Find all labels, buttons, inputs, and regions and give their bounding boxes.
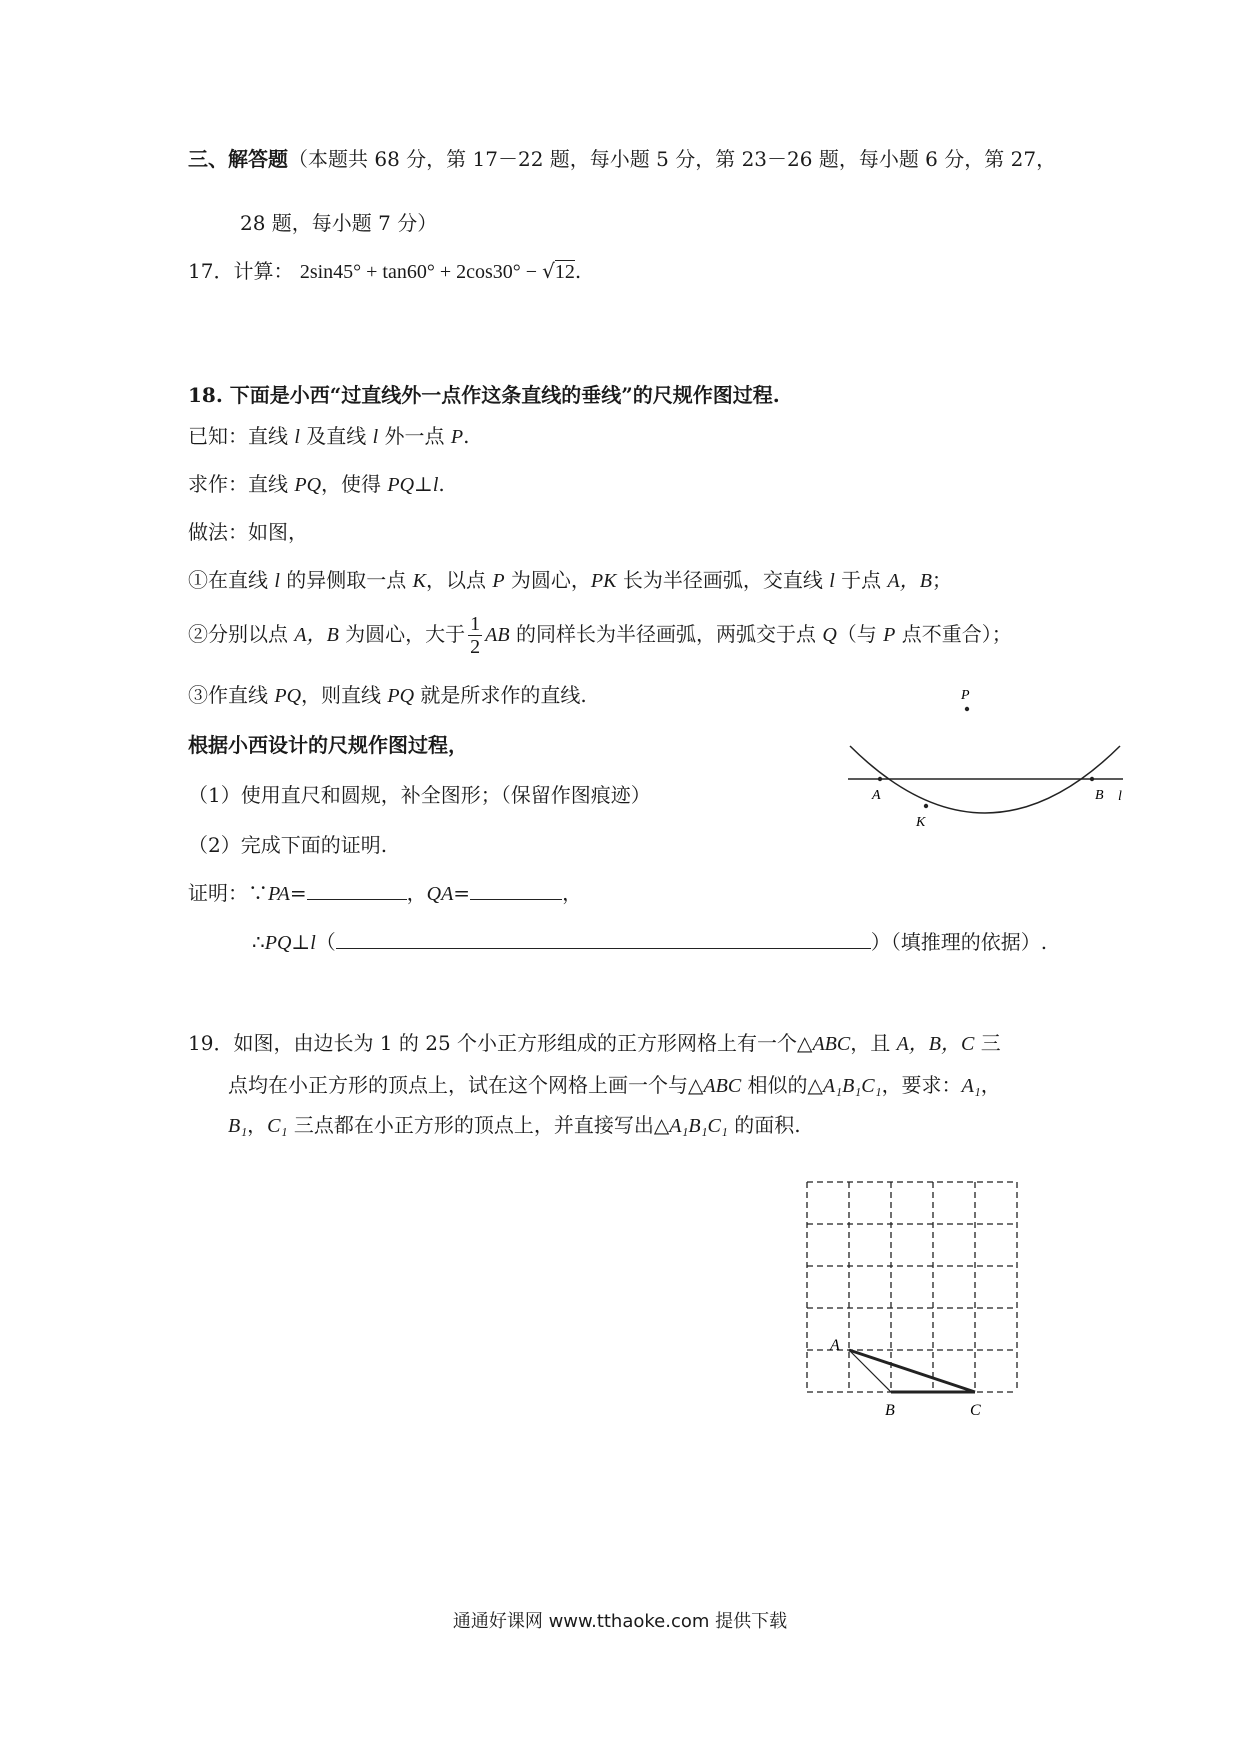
label-c: C [970,1402,981,1419]
question-17 [188,258,581,285]
q18-find-var: PQ [294,474,322,496]
q18-known-text: . [463,424,470,448]
q18-known-label: 已知： [188,424,248,448]
q19-text: ，且 [850,1031,897,1055]
q19-text: ，要求： [881,1073,962,1097]
q18-find-text: . [438,472,445,496]
page-footer: 通通好课网 www.tthaoke.com 提供下载 [452,1611,788,1632]
q18-step1-var: A，B [887,570,932,592]
q18-known [188,423,470,450]
q18-find-var: PQ⊥l [387,474,439,496]
q18-known-var: l [372,426,379,448]
point-k [924,804,928,808]
q18-step2-text: 点不重合）； [895,622,1012,646]
q18-step1-var: P [492,570,505,592]
proof-paren: （ [315,930,336,954]
square-grid [807,1182,1017,1392]
label-l: l [1118,789,1122,804]
q18-step1-text: 长为半径画弧，交直线 [616,568,830,592]
q18-known-var: l [294,426,300,448]
q18-step3-text: ，则直线 [301,683,388,707]
q18-known-text: 外一点 [378,424,451,448]
fraction-one-half [468,613,482,658]
proof-eq: = [453,881,471,905]
proof-label: 证明： [188,881,248,905]
q17-prompt: 计算： [233,259,294,283]
q18-step1-var: l [274,570,280,592]
q18-task-2: （2）完成下面的证明. [188,833,388,857]
q18-step1-text: 的异侧取一点 [279,568,413,592]
q18-find-text: 直线 [248,472,295,496]
q19-var: ABC [703,1075,742,1097]
q18-construction-figure [840,680,1130,840]
q18-step-3 [188,682,587,709]
section-note-1: （本题共 68 分，第 17－22 题，每小题 5 分，第 23－26 题，每小题 6 分，第 27， [288,147,1057,171]
q18-step1-var: K [412,570,426,592]
q18-step1-text: ①在直线 [188,568,275,592]
q18-proof-line-1 [188,880,582,907]
q18-header: 18. 下面是小西“过直线外一点作这条直线的垂线”的尺规作图过程. [188,383,780,407]
q19-line-2 [228,1072,1001,1099]
q18-find [188,471,445,498]
q18-known-text: 直线 [248,424,295,448]
proof-var: PA [268,883,290,905]
answer-blank-qa[interactable] [470,881,562,900]
q18-step1-text: 于点 [834,568,888,592]
q19-var: ABC [812,1033,851,1055]
q18-step-1 [188,567,952,594]
proof-end: ， [562,881,583,905]
q19-var: C₁ [267,1115,288,1137]
proof-var: QA [426,883,454,905]
q18-step3-text: 就是所求作的直线. [414,683,587,707]
q19-grid-figure [790,1160,1030,1420]
q18-find-text: ，使得 [321,472,388,496]
q19-var: A₁ [961,1075,981,1097]
label-b: B [885,1402,895,1419]
q19-text: 三点都在小正方形的顶点上，并直接写出△ [287,1113,670,1137]
section-note-2: 28 题，每小题 7 分） [240,211,438,235]
q18-find-label: 求作： [188,472,248,496]
q17-expression: 2sin45° + tan60° + 2cos30° − [299,261,543,283]
q19-text: 的面积. [727,1113,801,1137]
q18-step1-var: l [829,570,835,592]
point-b [1090,777,1094,781]
q17-number: 17． [188,259,234,283]
q18-step3-var: PQ [274,685,302,707]
q19-var: A₁B₁C₁ [822,1075,882,1097]
q18-proof-line-2 [252,929,1047,956]
label-a: A [872,788,881,803]
point-p [965,707,969,711]
fraction-numerator: 1 [470,613,481,635]
answer-blank-reason[interactable] [336,930,871,949]
because-symbol: ∵ [248,881,268,905]
proof-paren: ）（填推理的依据）. [870,930,1048,954]
section-heading [188,146,1056,172]
q18-known-text: 及直线 [299,424,373,448]
q19-text: ， [247,1113,268,1137]
point-a [878,777,882,781]
q18-task-1: （1）使用直尺和圆规，补全图形；（保留作图痕迹） [188,783,651,807]
q18-step1-text: 为圆心， [504,568,591,592]
q19-var: B₁ [228,1115,248,1137]
therefore-symbol: ∴ [252,930,265,954]
q18-step1-text: ； [931,568,952,592]
label-a: A [830,1337,840,1354]
q18-step2-text: 为圆心，大于 [338,622,466,646]
proof-var: PQ⊥l [264,932,316,954]
q17-end: . [574,259,582,283]
q18-basis: 根据小西设计的尺规作图过程， [188,733,468,757]
q19-text: 点均在小正方形的顶点上，试在这个网格上画一个与△ [228,1073,704,1097]
q18-step2-text: （与 [836,622,884,646]
q19-var: A₁B₁C₁ [669,1115,728,1137]
q18-known-var: P [450,426,464,448]
answer-blank-pa[interactable] [307,881,407,900]
q18-step2-text: ②分别以点 [188,622,295,646]
sqrt-symbol-icon: √ [542,259,555,283]
q19-var: A，B，C [896,1033,975,1055]
q18-method: 做法：如图， [188,520,308,544]
q18-step1-var: PK [590,570,617,592]
q18-step2-var: A，B [294,624,339,646]
q18-step-2 [188,612,1012,658]
side-ac [849,1350,975,1392]
q17-radicand: 12 [554,261,575,283]
proof-eq: = [289,881,307,905]
q19-text: ， [980,1073,1001,1097]
q19-line-3 [228,1112,801,1139]
q19-line-1 [188,1030,1001,1057]
q18-step2-var: P [883,624,896,646]
label-b: B [1095,788,1104,803]
q18-step2-text: 的同样长为半径画弧，两弧交于点 [509,622,823,646]
section-title: 三、解答题 [188,147,288,171]
label-k: K [916,815,926,830]
q18-step2-var: Q [822,624,837,646]
q18-step2-var: AB [485,624,510,646]
q19-text: 19．如图，由边长为 1 的 25 个小正方形组成的正方形网格上有一个△ [188,1031,813,1055]
q19-text: 相似的△ [741,1073,823,1097]
proof-comma: ， [406,881,427,905]
fraction-denominator: 2 [470,636,481,658]
q18-step3-text: ③作直线 [188,683,275,707]
q18-step1-text: ，以点 [425,568,493,592]
label-p: P [961,688,970,703]
q18-step3-var: PQ [387,685,415,707]
q19-text: 三 [974,1031,1001,1055]
